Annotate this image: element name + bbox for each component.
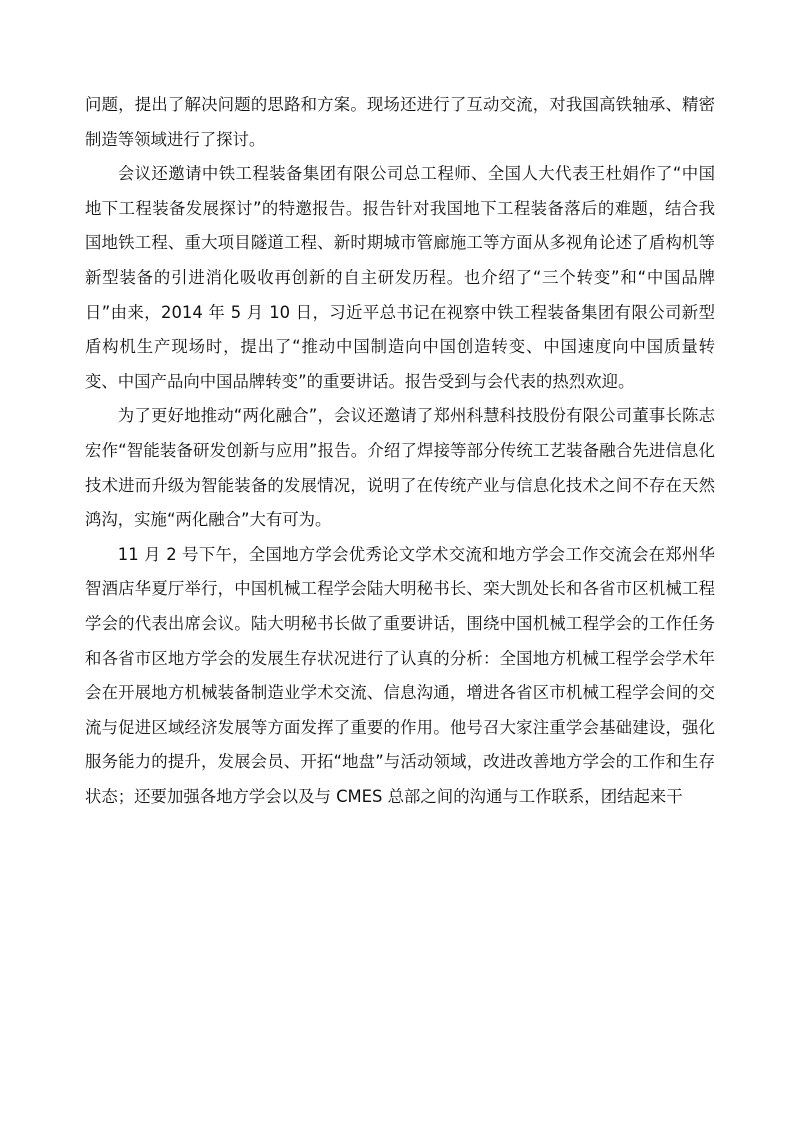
paragraph-3: 为了更好地推动“两化融合”，会议还邀请了郑州科慧科技股份有限公司董事长陈志宏作“智能装备研发创新与应用”报告。介绍了焊接等部分传统工艺装备融合先进信息化技术进而升级为智能装备的发展情况，说明了在传统产业与信息化技术之间不存在天然鸿沟，实施“两化融合”大有可为。 xyxy=(85,406,715,530)
document-body xyxy=(85,88,715,814)
paragraph-1: 问题，提出了解决问题的思路和方案。现场还进行了互动交流，对我国高铁轴承、精密制造等领域进行了探讨。 xyxy=(85,95,715,149)
paragraph-4: 11 月 2 号下午，全国地方学会优秀论文学术交流和地方学会工作交流会在郑州华智酒店华夏厅举行，中国机械工程学会陆大明秘书长、栾大凯处长和各省市区机械工程学会的代表出席会议。陆大明秘书长做了重要讲话，围绕中国机械工程学会的工作任务和各省市区地方学会的发展生存状况进行了认真的分析：全国地方机械工程学会学术年会在开展地方机械装备制造业学术交流、信息沟通，增进各省区市机械工程学会间的交流与促进区域经济发展等方面发挥了重要的作用。他号召大家注重学会基础建设，强化服务能力的提升，发展会员、开拓“地盘”与活动领域，改进改善地方学会的工作和生存状态；还要加强各地方学会以及与 CMES 总部之间的沟通与工作联系，团结起来干 xyxy=(85,544,715,806)
paragraph-2: 会议还邀请中铁工程装备集团有限公司总工程师、全国人大代表王杜娟作了“中国地下工程装备发展探讨”的特邀报告。报告针对我国地下工程装备落后的难题，结合我国地铁工程、重大项目隧道工程、新时期城市管廊施工等方面从多视角论述了盾构机等新型装备的引进消化吸收再创新的自主研发历程。也介绍了“三个转变”和“中国品牌日”由来，2014 年 5 月 10 日，习近平总书记在视察中铁工程装备集团有限公司新型盾构机生产现场时，提出了“推动中国制造向中国创造转变、中国速度向中国质量转变、中国产品向中国品牌转变”的重要讲话。报告受到与会代表的热烈欢迎。 xyxy=(85,164,715,391)
